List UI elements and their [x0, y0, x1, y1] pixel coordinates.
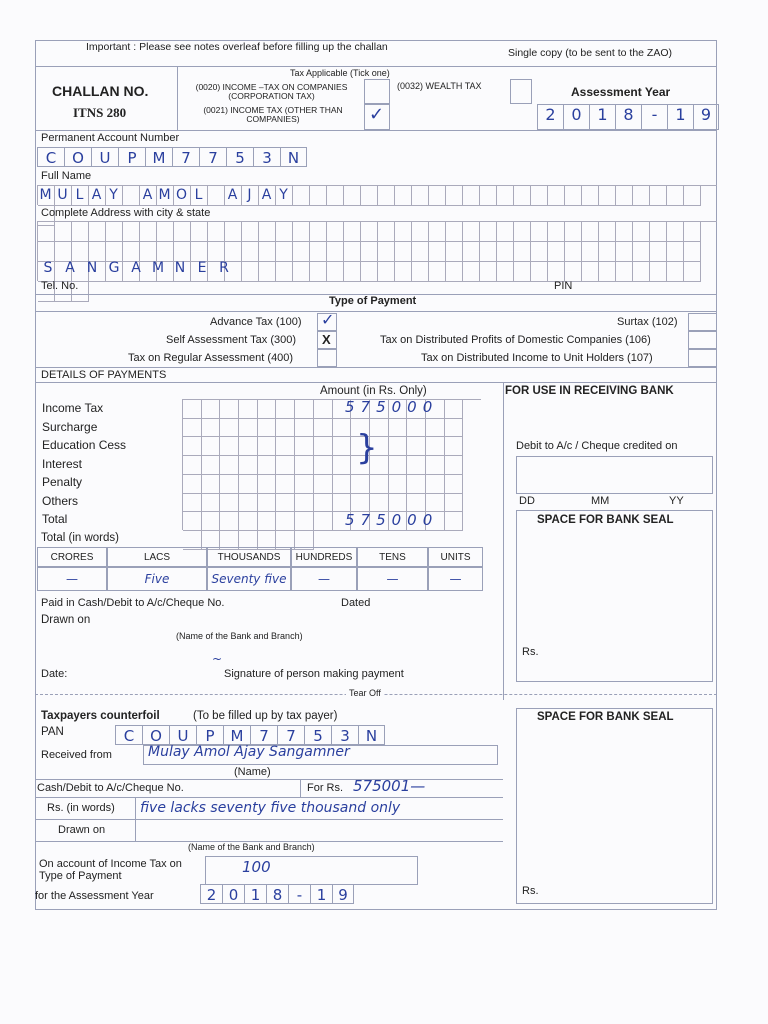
cash-debit-label: Cash/Debit to A/c/Cheque No. [37, 782, 184, 794]
assessment-year-cells[interactable]: 2 0 1 8 - 1 9 [537, 104, 719, 130]
word-value: — [37, 567, 107, 591]
signature-label: Signature of person making payment [224, 668, 404, 680]
char-cell: N [280, 147, 307, 167]
char-cell: C [115, 725, 142, 745]
char-cell: C [37, 147, 64, 167]
self-assessment-label: Self Assessment Tax (300) [166, 334, 297, 346]
word-header: UNITS [428, 547, 483, 567]
cf-bank-seal-area [516, 708, 713, 904]
word-value: — [357, 567, 428, 591]
cf-bank-branch-note: (Name of the Bank and Branch) [188, 842, 315, 852]
char-cell: A [227, 187, 238, 203]
regular-assessment-box[interactable] [317, 349, 337, 367]
checkbox-0032[interactable] [510, 79, 532, 104]
distributed-income-label: Tax on Distributed Income to Unit Holders (107) [421, 352, 653, 364]
tax-applicable-label: Tax Applicable (Tick one) [290, 68, 390, 78]
rs-words-value: five lacks seventy five thousand only [140, 800, 401, 816]
word-header: TENS [357, 547, 428, 567]
important-note: Important : Please see notes overleaf before filling up the challan [86, 41, 388, 53]
tel-label: Tel. No. [41, 280, 79, 292]
pan-label: Permanent Account Number [41, 132, 180, 144]
counterfoil-pan-cells[interactable] [115, 725, 385, 745]
char-cell: 7 [250, 725, 277, 745]
char-cell [207, 185, 224, 205]
char-cell: A [131, 260, 141, 276]
char-cell: 7 [172, 147, 199, 167]
char-cell: 1 [244, 884, 266, 904]
word-header: CRORES [37, 547, 107, 567]
char-cell: P [118, 147, 145, 167]
type-of-payment-title: Type of Payment [329, 295, 417, 307]
bank-seal-area [516, 510, 713, 682]
char-cell: M [223, 725, 250, 745]
char-cell: E [197, 260, 207, 276]
date-label: Date: [41, 668, 68, 680]
char-cell: M [39, 187, 52, 203]
payment-row-label: Education Cess [42, 438, 127, 452]
char-cell: - [288, 884, 310, 904]
char-cell: 3 [253, 147, 280, 167]
pan-cells[interactable] [37, 147, 307, 167]
drawn-on-label: Drawn on [41, 614, 91, 626]
total-words-label: Total (in words) [41, 532, 119, 544]
amount-header: Amount (in Rs. Only) [320, 385, 427, 397]
mm-label: MM [591, 495, 610, 507]
char-cell: A [261, 187, 272, 203]
rs-words-label: Rs. (in words) [47, 802, 115, 814]
bank-seal-title: SPACE FOR BANK SEAL [537, 514, 674, 526]
advance-tax-mark: ✓ [321, 310, 335, 329]
char-cell: 9 [332, 884, 354, 904]
char-cell: G [108, 260, 120, 276]
char-cell: O [175, 187, 188, 203]
bank-rs-label: Rs. [522, 646, 539, 658]
checkbox-0020[interactable] [364, 79, 390, 104]
word-value: — [428, 567, 483, 591]
char-cell: M [151, 260, 165, 276]
total-amount: 575000 [345, 511, 439, 529]
char-cell: 7 [277, 725, 304, 745]
char-cell: Y [279, 187, 288, 203]
payment-row-label: Others [42, 493, 79, 508]
received-from-label: Received from [41, 749, 112, 761]
type-payment-value: 100 [242, 858, 271, 876]
challan-no: CHALLAN NO. [52, 83, 149, 99]
address-cells [37, 258, 235, 278]
char-cell: 7 [199, 147, 226, 167]
for-rs-label: For Rs. [307, 782, 344, 794]
char-cell: U [57, 187, 68, 203]
char-cell: L [75, 187, 84, 203]
cf-bank-seal-title: SPACE FOR BANK SEAL [537, 711, 674, 723]
itns-number: ITNS 280 [73, 105, 127, 120]
distributed-profits-label: Tax on Distributed Profits of Domestic Companies (106) [380, 334, 651, 346]
char-cell [122, 185, 139, 205]
paid-in-cash-label: Paid in Cash/Debit to A/c/Cheque No. [41, 597, 225, 609]
pin-label: PIN [554, 280, 573, 292]
distributed-income-box[interactable] [688, 349, 717, 367]
word-headers [37, 547, 483, 567]
word-value: — [291, 567, 357, 591]
full-name-label: Full Name [41, 170, 92, 182]
word-header: HUNDREDS [291, 547, 357, 567]
cf-bank-rs-label: Rs. [522, 885, 539, 897]
char-cell: M [145, 147, 172, 167]
payment-row-label: Income Tax [42, 401, 104, 415]
char-cell: S [43, 260, 53, 276]
payment-row-label: Surcharge [42, 419, 98, 434]
on-account-label: On account of Income Tax on [39, 858, 182, 870]
char-cell: O [142, 725, 169, 745]
payments-title: DETAILS OF PAYMENTS [41, 369, 167, 381]
char-cell: U [91, 147, 118, 167]
single-copy-note: Single copy (to be sent to the ZAO) [508, 47, 673, 59]
counterfoil-subtitle: (To be filled up by tax payer) [193, 710, 338, 722]
signature-mark: ~ [212, 652, 223, 666]
type-payment-label: Type of Payment [39, 870, 122, 882]
counterfoil-title: Taxpayers counterfoil [41, 710, 160, 722]
received-from-value: Mulay Amol Ajay Sangamner [148, 744, 350, 760]
tick-0021: ✓ [369, 104, 385, 125]
word-value: Five [107, 567, 207, 591]
opt-0021: (0021) INCOME TAX (OTHER THAN COMPANIES) [203, 105, 343, 124]
income-tax-amount: 575000 [345, 398, 439, 416]
char-cell: P [196, 725, 223, 745]
counterfoil-pan-label: PAN [41, 726, 64, 738]
bank-branch-note: (Name of the Bank and Branch) [176, 631, 303, 641]
advance-tax-label: Advance Tax (100) [210, 316, 302, 328]
for-rs-value: 575001— [353, 777, 426, 795]
char-cell: N [174, 260, 186, 276]
opt-0020: (0020) INCOME –TAX ON COMPANIES (CORPORATION TAX) [195, 82, 348, 101]
surtax-label: Surtax (102) [617, 316, 678, 328]
char-cell: M [158, 187, 171, 203]
opt-0032: (0032) WEALTH TAX [397, 81, 482, 91]
char-cell: Y [109, 187, 118, 203]
self-assessment-mark: X [322, 332, 331, 347]
char-cell: R [219, 260, 229, 276]
payment-row-label: Total [42, 512, 68, 526]
bank-title: FOR USE IN RECEIVING BANK [505, 385, 674, 397]
debit-label: Debit to A/c / Cheque credited on [516, 440, 678, 452]
char-cell: 2 [200, 884, 222, 904]
type-payment-box[interactable] [205, 856, 418, 885]
payment-row-label: Penalty [42, 475, 83, 489]
counterfoil-year-cells[interactable] [200, 884, 354, 904]
assessment-year-label: Assessment Year [571, 85, 671, 99]
char-cell: 5 [226, 147, 253, 167]
debit-date-box[interactable] [516, 456, 713, 494]
char-cell: L [194, 187, 203, 203]
yy-label: YY [669, 495, 684, 507]
char-cell: A [142, 187, 153, 203]
char-cell: A [91, 187, 102, 203]
char-cell: 0 [222, 884, 244, 904]
char-cell: U [169, 725, 196, 745]
name-note: (Name) [234, 766, 271, 778]
surtax-box[interactable] [688, 313, 717, 331]
char-cell: O [64, 147, 91, 167]
word-header: LACS [107, 547, 207, 567]
word-value: Seventy five [207, 567, 291, 591]
amount-bracket: } [356, 428, 378, 468]
cf-drawn-on-label: Drawn on [58, 824, 106, 836]
char-cell: A [65, 260, 75, 276]
char-cell: 5 [304, 725, 331, 745]
distributed-profits-box[interactable] [688, 331, 717, 349]
name-cells [37, 185, 292, 205]
char-cell: 8 [266, 884, 288, 904]
char-cell: N [358, 725, 385, 745]
char-cell: N [86, 260, 98, 276]
char-cell: J [247, 187, 252, 203]
dd-label: DD [519, 495, 535, 507]
address-label: Complete Address with city & state [41, 207, 211, 219]
payment-row-label: Interest [42, 456, 83, 471]
cf-assessment-year-label: for the Assessment Year [35, 890, 154, 902]
dated-label: Dated [341, 597, 371, 609]
char-cell: 3 [331, 725, 358, 745]
word-values[interactable] [37, 567, 483, 591]
tear-off-label: Tear Off [346, 689, 384, 698]
regular-assessment-label: Tax on Regular Assessment (400) [128, 352, 294, 364]
word-header: THOUSANDS [207, 547, 291, 567]
char-cell: 1 [310, 884, 332, 904]
